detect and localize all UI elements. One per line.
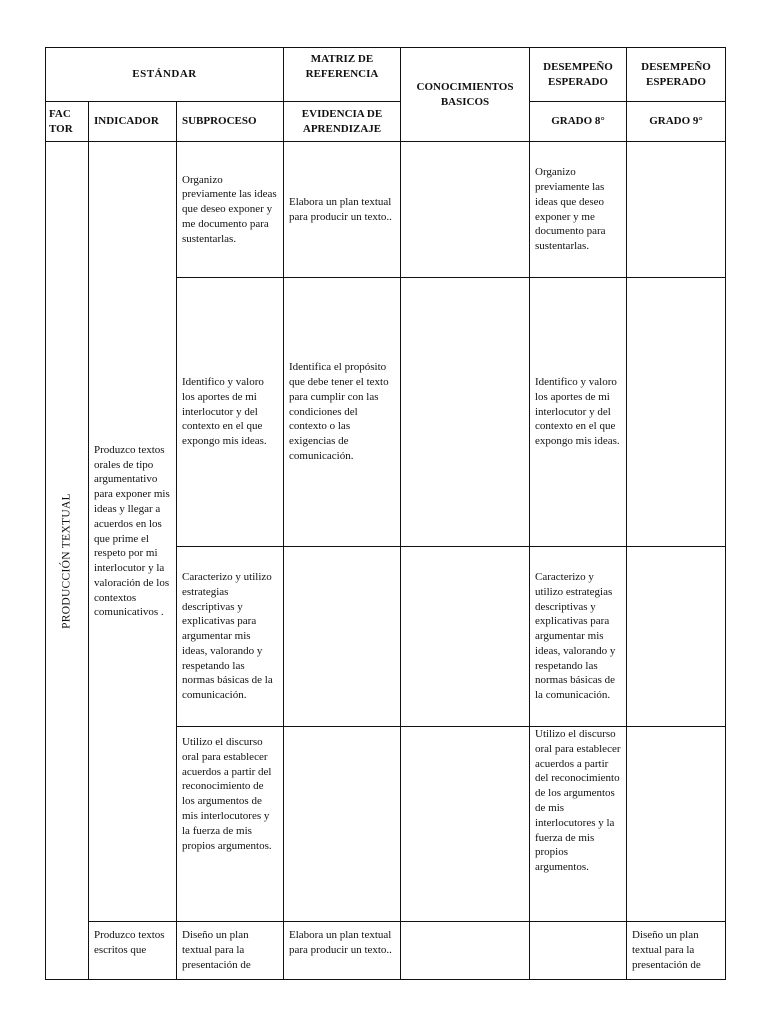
grado-8-cell: Caracterizo y utilizo estrategias descriptivas y explicativas para argumentar mis ideas, valorando y respetando las normas básicas de la comunicación.	[530, 547, 627, 727]
grado-8-cell	[530, 922, 627, 980]
indicator-text: Produzco textos orales de tipo argumentativo para exponer mis ideas y llegar a acuerdos en los que prime el respeto por mi interlocutor y la valoración de los contextos comunicativos .	[94, 443, 170, 619]
subproceso-cell: Organizo previamente las ideas que deseo exponer y me documento para sustentarlas.	[177, 142, 284, 278]
evidencia-aprendizaje-header: EVIDENCIA DE APRENDIZAJE	[284, 102, 401, 142]
desempeno-esperado-header-2: DESEMPEÑO ESPERADO	[627, 48, 726, 102]
evidencia-cell	[284, 727, 401, 922]
header-row-1	[46, 48, 726, 102]
indicador-header: INDICADOR	[89, 102, 177, 142]
grado-8-cell: Utilizo el discurso oral para establecer acuerdos a partir del reconocimiento de los argumentos de mis interlocutores y la fuerza de mis propios argumentos.	[530, 727, 627, 922]
curriculum-matrix-table	[45, 47, 726, 980]
grado-9-cell	[627, 727, 726, 922]
evidencia-cell: Elabora un plan textual para producir un texto..	[284, 142, 401, 278]
estandar-header: ESTÁNDAR	[46, 48, 284, 102]
indicator-cell: Produzco textos escritos que	[89, 922, 177, 980]
subproceso-cell: Diseño un plan textual para la presentación de	[177, 922, 284, 980]
conocimientos-cell	[401, 922, 530, 980]
matriz-referencia-header: MATRIZ DE REFERENCIA	[284, 48, 401, 102]
subproceso-cell: Identifico y valoro los aportes de mi interlocutor y del contexto en el que expongo mis ideas.	[177, 278, 284, 547]
table-row	[46, 922, 726, 980]
conocimientos-cell	[401, 278, 530, 547]
grado-9-cell: Diseño un plan textual para la presentación de	[627, 922, 726, 980]
desempeno-esperado-header-1: DESEMPEÑO ESPERADO	[530, 48, 627, 102]
subproceso-cell: Utilizo el discurso oral para establecer acuerdos a partir del reconocimiento de los argumentos de mis interlocutores y la fuerza de mis propios argumentos.	[177, 727, 284, 922]
indicator-cell	[89, 142, 177, 922]
grado-8-cell: Organizo previamente las ideas que deseo exponer y me documento para sustentarlas.	[530, 142, 627, 278]
subproceso-cell: Caracterizo y utilizo estrategias descriptivas y explicativas para argumentar mis ideas, valorando y respetando las normas básicas de la comunicación.	[177, 547, 284, 727]
conocimientos-basicos-header: CONOCIMIENTOS BASICOS	[401, 48, 530, 142]
subproceso-header: SUBPROCESO	[177, 102, 284, 142]
grado-9-cell	[627, 278, 726, 547]
factor-label: PRODUCCIÓN TEXTUAL	[60, 492, 73, 629]
header-row-2	[46, 102, 726, 142]
grado-8-cell: Identifico y valoro los aportes de mi interlocutor y del contexto en el que expongo mis ideas.	[530, 278, 627, 547]
factor-cell	[46, 142, 89, 980]
table-row	[46, 142, 726, 278]
conocimientos-cell	[401, 142, 530, 278]
conocimientos-cell	[401, 727, 530, 922]
grado-9-header: GRADO 9°	[627, 102, 726, 142]
factor-header: FAC TOR	[46, 102, 89, 142]
evidencia-cell: Identifica el propósito que debe tener el texto para cumplir con las condiciones del contexto o las exigencias de comunicación.	[284, 278, 401, 547]
grado-9-cell	[627, 142, 726, 278]
grado-9-cell	[627, 547, 726, 727]
evidencia-cell: Elabora un plan textual para producir un texto..	[284, 922, 401, 980]
grado-8-header: GRADO 8°	[530, 102, 627, 142]
evidencia-cell	[284, 547, 401, 727]
conocimientos-cell	[401, 547, 530, 727]
